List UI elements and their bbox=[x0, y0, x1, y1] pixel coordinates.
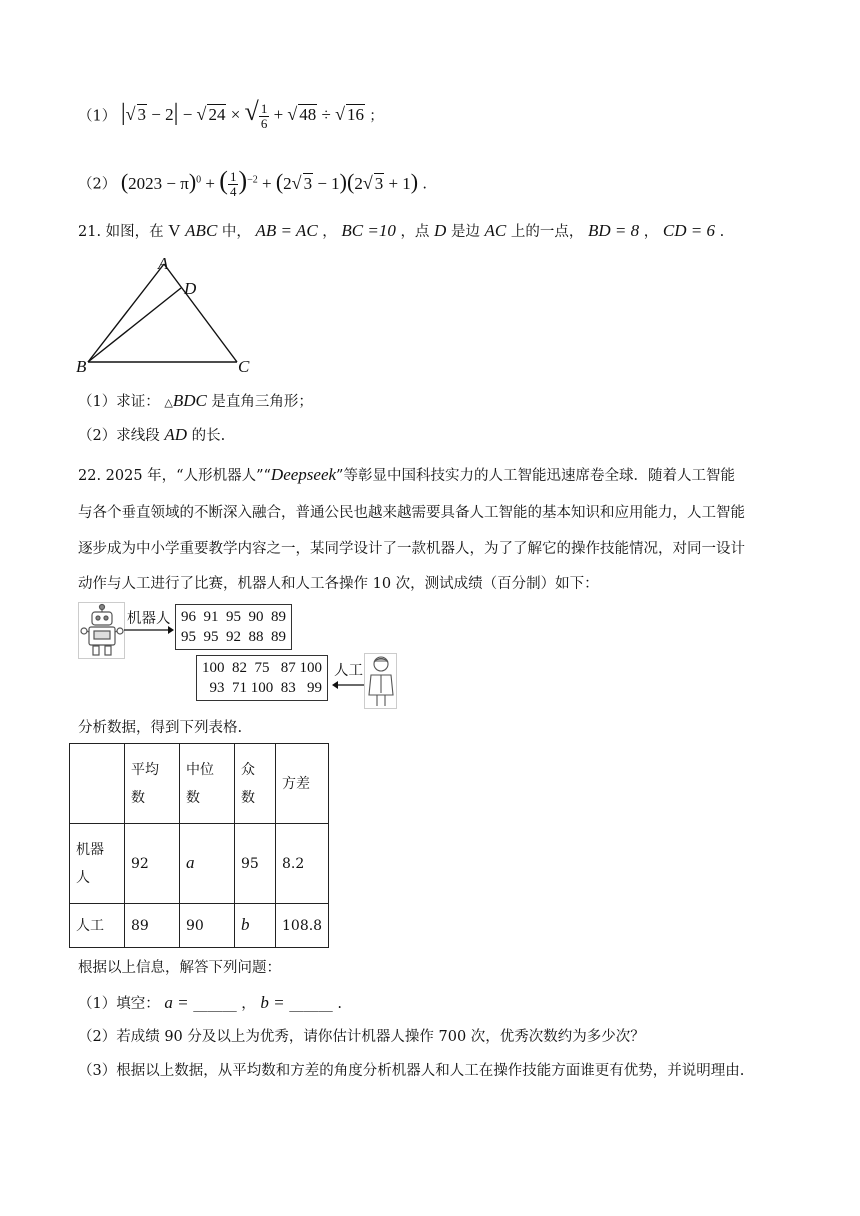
table-header-row bbox=[70, 744, 329, 824]
label-a: A bbox=[158, 254, 169, 273]
segment-label: AC bbox=[484, 221, 507, 240]
cell-variance: 8.2 bbox=[276, 824, 329, 904]
math-expression-1: |√ 3 − 2| − √ 24 × √ $\frac{1}{6}$ + √ 48 ÷ √ 16 bbox=[120, 97, 365, 131]
text: 是边 bbox=[450, 224, 480, 240]
q22-line4: 动作与人工进行了比赛，机器人和人工各操作 10 次，测试成绩（百分制）如下： bbox=[78, 576, 599, 592]
cell-mean: 89 bbox=[125, 904, 180, 948]
equation-a: a = bbox=[164, 993, 189, 1012]
text: . bbox=[719, 224, 725, 240]
header-variance: 方差 bbox=[276, 744, 329, 824]
text: . bbox=[337, 996, 342, 1012]
q20-part1 bbox=[78, 97, 384, 131]
after-table-line: 根据以上信息，解答下列问题： bbox=[78, 960, 281, 976]
human-scores-row2: 93 71 100 83 99 bbox=[202, 680, 322, 696]
robot-icon bbox=[78, 602, 126, 660]
text: ”等彰显中国科技实力的人工智能迅速席卷全球．随着人工智能 bbox=[336, 468, 735, 484]
text: ， bbox=[241, 996, 256, 1012]
equation: BC =10 bbox=[341, 221, 396, 240]
equation-b: b = bbox=[260, 993, 285, 1012]
q21-intro bbox=[78, 221, 724, 242]
human-label: 人工 bbox=[334, 663, 363, 679]
text: ， bbox=[643, 224, 659, 240]
robot-scores-box bbox=[175, 604, 292, 650]
robot-scores-row2: 95 95 92 88 89 bbox=[181, 629, 286, 645]
part-label: （2） bbox=[78, 176, 117, 193]
equation: CD = 6 bbox=[662, 221, 715, 240]
q20-part2 bbox=[78, 165, 427, 200]
cell-mean: 92 bbox=[125, 824, 180, 904]
triangle-name: ABC bbox=[185, 221, 218, 240]
cell-mode: b bbox=[235, 904, 276, 948]
text: 是直角三角形； bbox=[211, 394, 313, 410]
semicolon: ； bbox=[369, 108, 384, 125]
cell-median: 90 bbox=[180, 904, 235, 948]
q22-sub2: （2）若成绩 90 分及以上为优秀，请你估计机器人操作 700 次，优秀次数约为多少次？ bbox=[78, 1029, 645, 1045]
triangle-symbol: △ bbox=[164, 396, 173, 409]
robot-label: 机器人 bbox=[127, 611, 171, 627]
header-mode: 众 数 bbox=[235, 744, 276, 824]
side-ac bbox=[164, 264, 237, 362]
row-name-human: 人工 bbox=[70, 904, 125, 948]
equation: BD = 8 bbox=[588, 221, 640, 240]
human-scores-box bbox=[196, 655, 328, 701]
human-scores-row1: 100 82 75 87 100 bbox=[202, 660, 322, 676]
header-empty bbox=[70, 744, 125, 824]
cell-variance: 108.8 bbox=[276, 904, 329, 948]
header-mean: 平均 数 bbox=[125, 744, 180, 824]
text: 上的一点， bbox=[510, 224, 584, 240]
robot-scores-row1: 96 91 95 90 89 bbox=[181, 609, 286, 625]
text: （1）求证： bbox=[78, 394, 160, 410]
stats-table bbox=[69, 743, 329, 948]
text: ，点 bbox=[400, 224, 430, 240]
row-name-robot: 机器 人 bbox=[70, 824, 125, 904]
q21-sub2 bbox=[78, 425, 225, 446]
triangle-symbol: V bbox=[168, 221, 181, 240]
q22-line3: 逐步成为中小学重要教学内容之一，某同学设计了一款机器人，为了了解它的操作技能情况，对同一设计 bbox=[78, 541, 745, 557]
blank-b-input[interactable]: ______ bbox=[289, 996, 333, 1012]
table-row bbox=[70, 904, 329, 948]
text: ， bbox=[322, 224, 337, 240]
table-row bbox=[70, 824, 329, 904]
cell-mode: 95 bbox=[235, 824, 276, 904]
part-label: （1） bbox=[78, 108, 117, 125]
math-expression-2: $(2023 - \pi)^0$ + ( $\frac{1}{4}$ )$^{-2}$ + (2√ 3 − 1)(2√ 3 + 1) bbox=[120, 165, 419, 200]
header-median: 中位 数 bbox=[180, 744, 235, 824]
person-icon bbox=[364, 653, 398, 709]
text: （2）求线段 bbox=[78, 428, 160, 444]
q22-line1 bbox=[78, 465, 790, 486]
equation: AB = AC bbox=[255, 221, 318, 240]
text: 21. 如图，在 bbox=[78, 224, 164, 240]
side-ab bbox=[88, 264, 164, 362]
q22-sub1 bbox=[78, 993, 342, 1014]
arrow-left-icon bbox=[332, 679, 364, 691]
period: . bbox=[422, 176, 427, 193]
text: 的长. bbox=[191, 428, 226, 444]
triangle-figure bbox=[74, 252, 264, 377]
cell-median: a bbox=[180, 824, 235, 904]
label-c: C bbox=[238, 357, 250, 376]
q22-line2: 与各个垂直领域的不断深入融合，普通公民也越来越需要具备人工智能的基本知识和应用能力，人工智能 bbox=[78, 505, 745, 521]
segment-label: AD bbox=[164, 425, 188, 444]
arrow-right-icon bbox=[124, 624, 174, 636]
text: 22. 2025 年，“人形机器人”“ bbox=[78, 468, 271, 484]
q21-sub1 bbox=[78, 391, 313, 413]
text: （1）填空： bbox=[78, 996, 160, 1012]
label-b: B bbox=[76, 357, 87, 376]
segment-bd bbox=[88, 288, 181, 362]
label-d: D bbox=[184, 279, 197, 298]
triangle-name: BDC bbox=[172, 391, 207, 410]
analysis-line: 分析数据，得到下列表格. bbox=[78, 720, 243, 736]
text: 中， bbox=[221, 224, 251, 240]
term-deepseek: Deepseek bbox=[270, 465, 337, 484]
blank-a-input[interactable]: ______ bbox=[193, 996, 237, 1012]
q22-sub3: （3）根据以上数据，从平均数和方差的角度分析机器人和人工在操作技能方面谁更有优势，并说明理由. bbox=[78, 1063, 745, 1079]
point-label: D bbox=[434, 221, 447, 240]
